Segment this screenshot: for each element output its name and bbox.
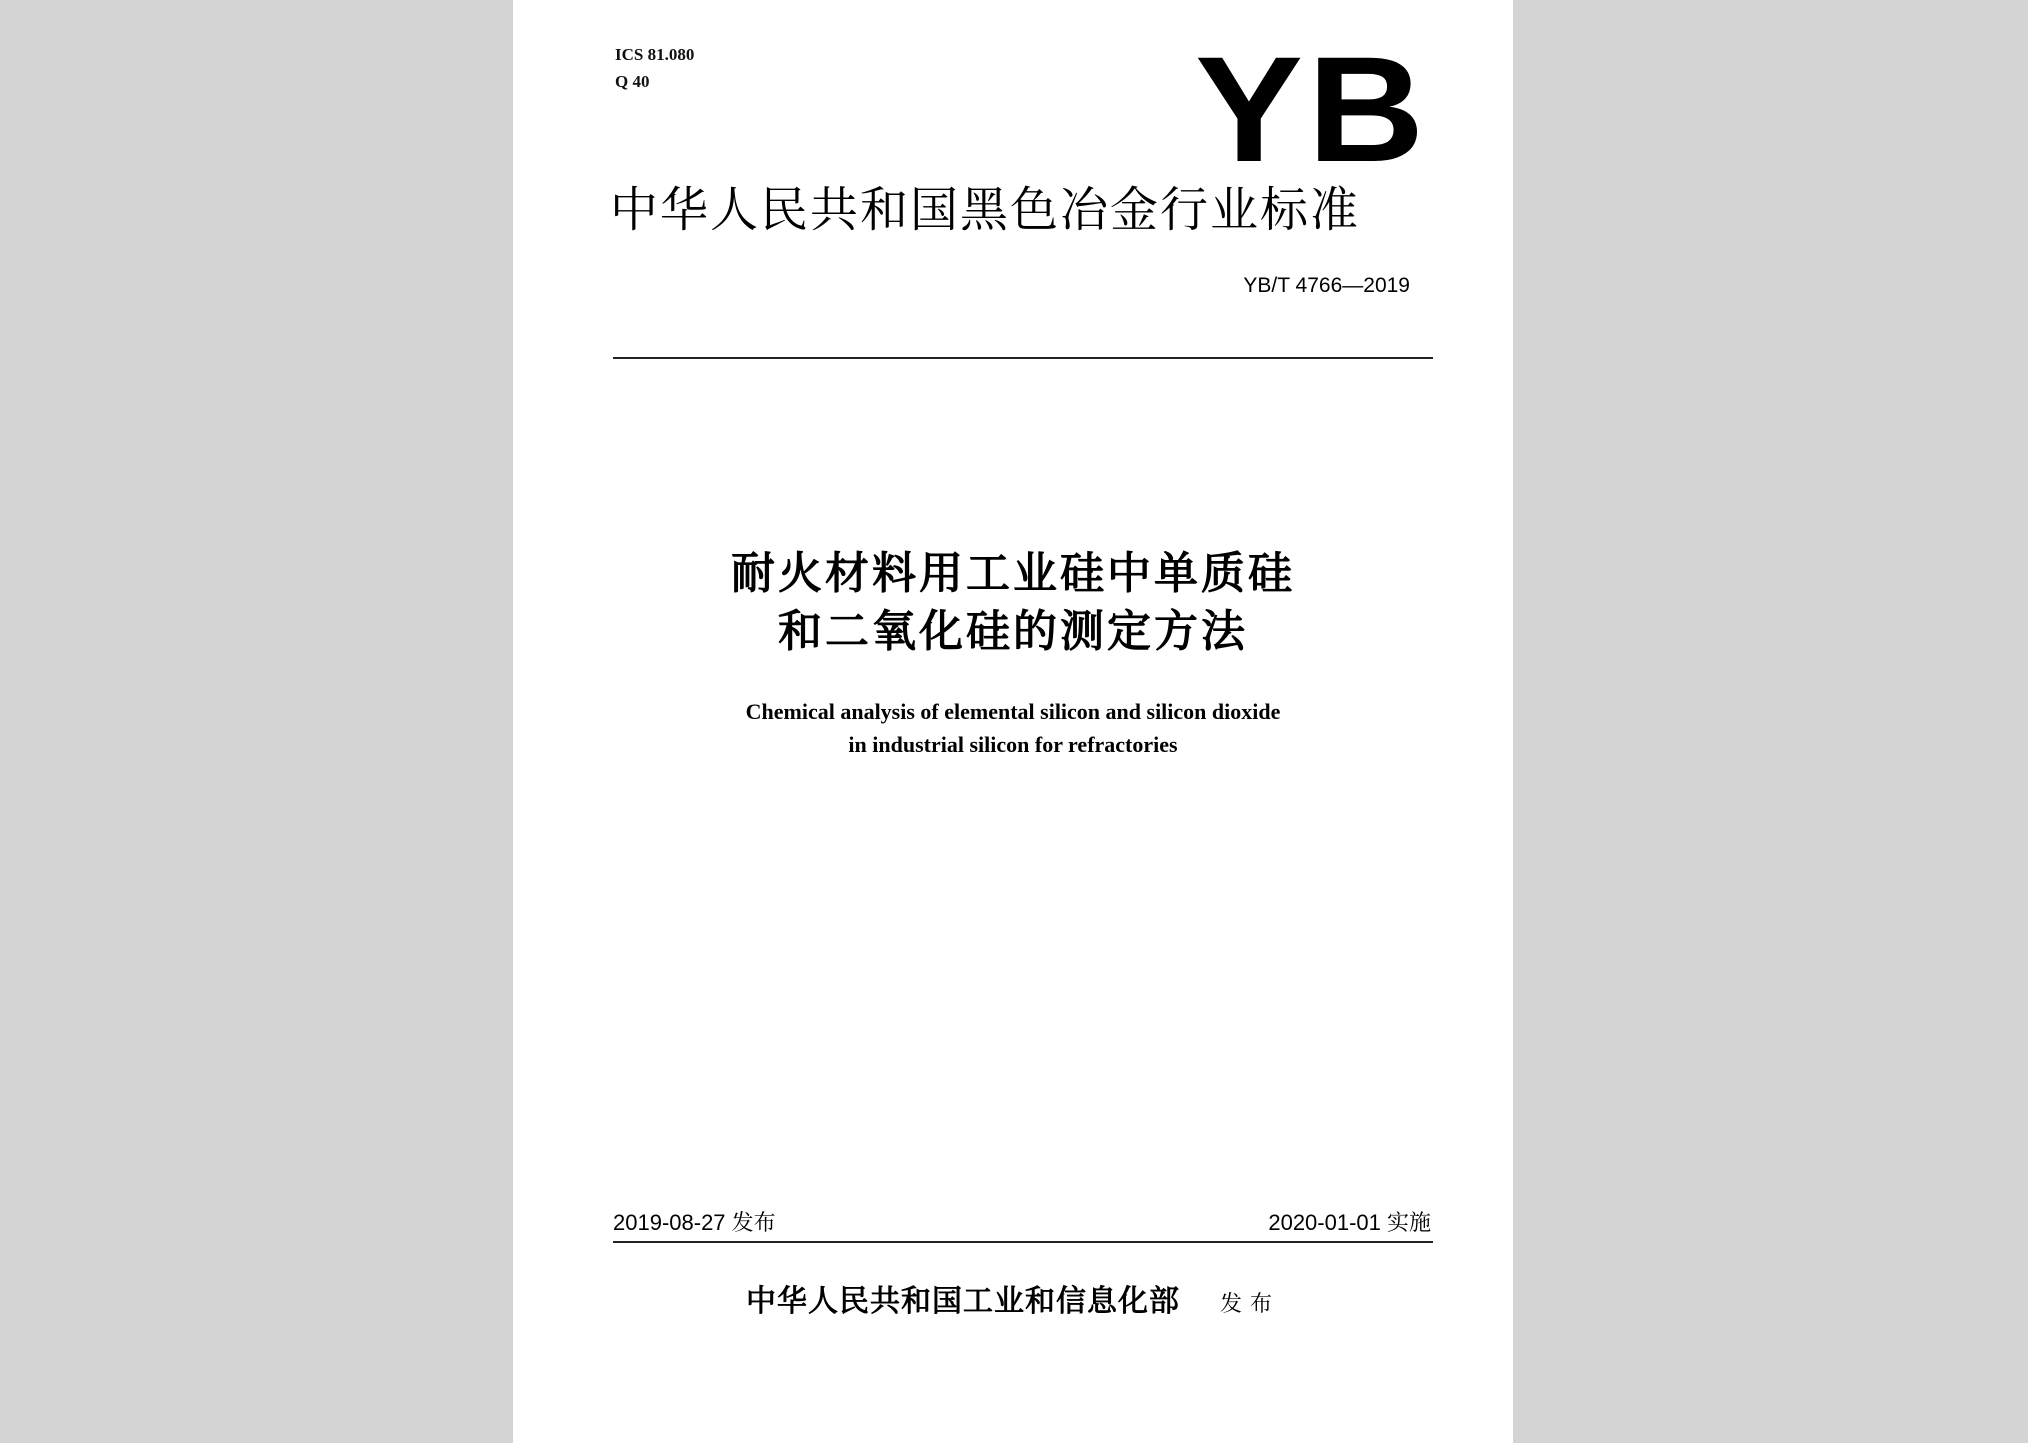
- chinese-title-line-2: 和二氧化硅的测定方法: [778, 606, 1248, 657]
- header-divider: [613, 357, 1433, 359]
- issuer-line: [513, 1284, 1513, 1319]
- issuer-action: 发布: [1219, 1292, 1280, 1317]
- document-page: [513, 0, 1513, 1443]
- standard-category: 中华人民共和国黑色冶金行业标准: [610, 182, 1361, 238]
- standard-number: YB/T 4766—2019: [1243, 274, 1410, 297]
- implementation-date: 2020-01-01 实施: [1268, 1210, 1431, 1235]
- issuer-name: 中华人民共和国工业和信息化部: [745, 1284, 1180, 1319]
- ics-code: ICS 81.080: [615, 45, 695, 64]
- english-title-line-2: in industrial silicon for refractories: [848, 732, 1178, 757]
- english-title: [513, 695, 1513, 761]
- footer-divider: [613, 1241, 1433, 1243]
- ccs-code: Q 40: [615, 72, 650, 91]
- issue-date: 2019-08-27 发布: [613, 1210, 776, 1235]
- chinese-title: [513, 545, 1513, 661]
- english-title-line-1: Chemical analysis of elemental silicon and silicon dioxide: [745, 699, 1281, 724]
- yb-logo: YB: [1195, 25, 1429, 193]
- chinese-title-line-1: 耐火材料用工业硅中单质硅: [731, 548, 1295, 599]
